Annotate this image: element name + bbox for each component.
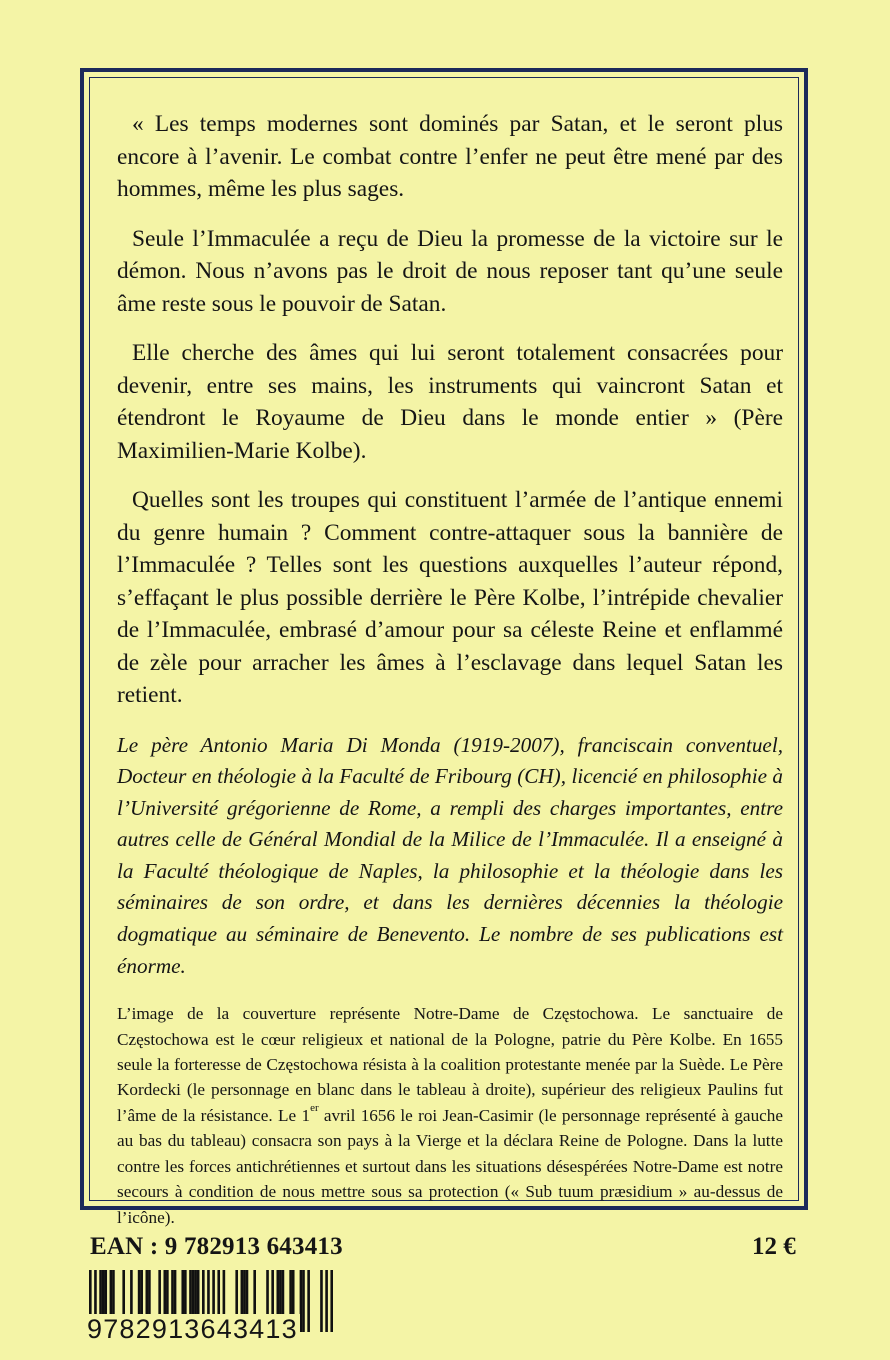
back-cover-text: [117, 108, 783, 1230]
quote-paragraph-2: Seule l’Immaculée a reçu de Dieu la promesse de la victoire sur le démon. Nous n’avons pas le droit de nous reposer tant qu’une seule âme reste sous le pouvoir de Satan.: [117, 225, 783, 317]
barcode-bar: [302, 1270, 305, 1332]
cover-image-caption: [117, 1001, 783, 1230]
quote-paragraph-3: Elle cherche des âmes qui lui seront totalement consacrées pour devenir, entre ses mains, les instruments qui vaincront Satan et étendront le Royaume de Dieu dans le monde entier » (Père Maximilien-Marie Kolbe).: [117, 340, 783, 464]
barcode-bar: [320, 1270, 323, 1332]
barcode-bar: [307, 1270, 310, 1332]
caption-part-1: L’image de la couverture représente Notre-Dame de Częstochowa. Le sanctuaire de Częstochowa est le cœur religieux et national de la Pologne, patrie du Père Kolbe. En 1655 seule la forteresse de Częstochowa résista à la coalition protestante menée par la Suède. Le Père Kordecki (le personnage en blanc dans le tableau à droite), supérieur des religieux Paulins fut l’âme de la résistance. Le 1: [117, 1004, 783, 1125]
price: 12 €: [752, 1233, 796, 1260]
caption-part-2: avril 1656 le roi Jean-Casimir (le personnage représenté à gauche au bas du tableau) consacra son pays à la Vierge et la déclara Reine de Pologne. Dans la lutte contre les forces antichrétiennes et surtout dans les situations désespérées Notre-Dame est notre secours à condition de nous mettre sous sa protection (« Sub tuum præsidium » au-dessus de l’icône).: [117, 1105, 784, 1227]
ean-label: EAN : 9 782913 643413: [90, 1233, 343, 1260]
barcode-digits: 9782913643413: [87, 1314, 298, 1344]
summary-paragraph: Quelles sont les troupes qui constituent l’armée de l’antique ennemi du genre humain ? Comment contre-attaquer sous la bannière de l’Immaculée ? Telles sont les questions auxquelles l’auteur répond, s’effaçant le plus possible derrière le Père Kolbe, l’intrépide chevalier de l’Immaculée, embrasé d’amour pour sa céleste Reine et enflammé de zèle pour arracher les âmes à l’esclavage dans lequel Satan les retient.: [117, 487, 783, 708]
author-bio: Le père Antonio Maria Di Monda (1919-2007), franciscain conventuel, Docteur en théologie à la Faculté de Fribourg (CH), licencié en philosophie à l’Université grégorienne de Rome, a rempli des charges importantes, entre autres celle de Général Mondial de la Milice de l’Immaculée. Il a enseigné à la Faculté théologique de Naples, la philosophie et la théologie dans les séminaires de son ordre, et dans les dernières décennies la théologie dogmatique au séminaire de Benevento. Le nombre de ses publications est énorme.: [117, 732, 783, 978]
barcode-bar: [330, 1270, 333, 1332]
barcode-bar: [325, 1270, 328, 1332]
barcode-bar: [300, 1270, 303, 1332]
caption-superscript: er: [310, 1101, 319, 1114]
quote-paragraph-1: « Les temps modernes sont dominés par Satan, et le seront plus encore à l’avenir. Le combat contre l’enfer ne peut être mené par des hommes, même les plus sages.: [117, 111, 783, 202]
